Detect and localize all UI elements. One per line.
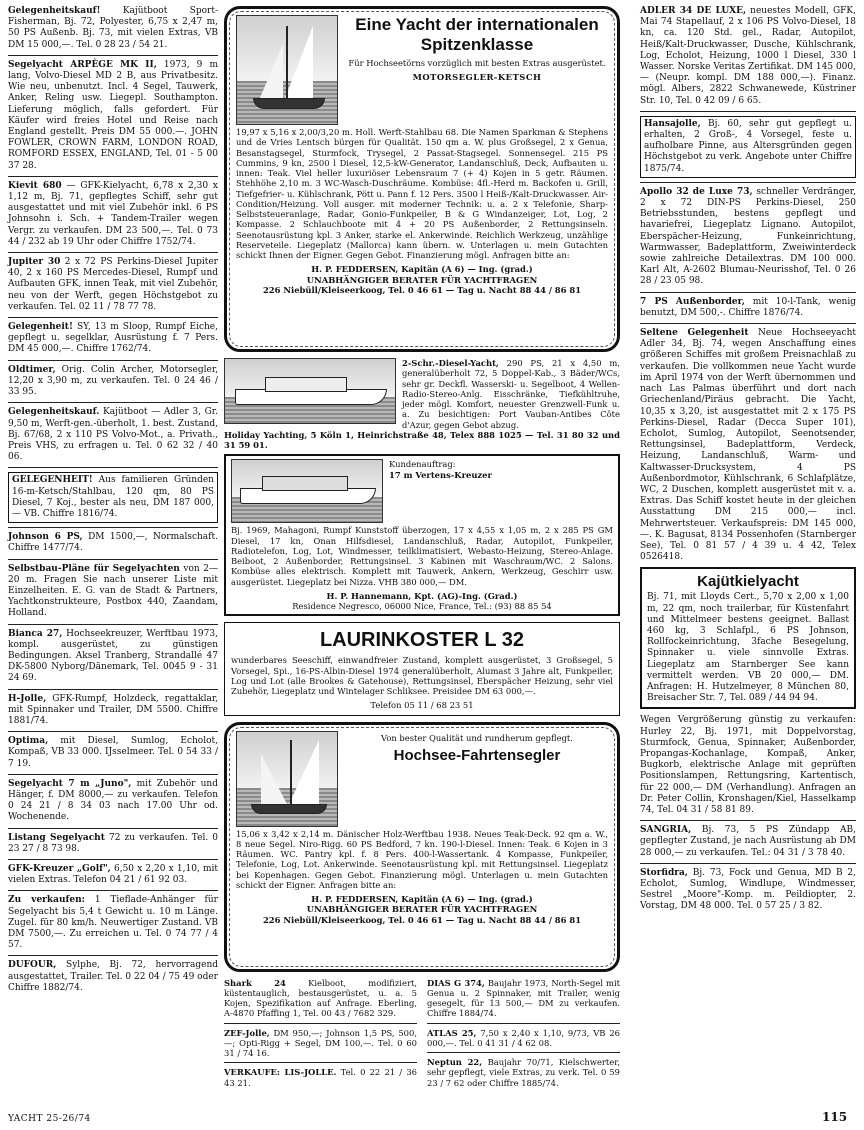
classified-ad-title: Zu verkaufen: — [8, 895, 85, 906]
classified-ad-title: VERKAUFE: LIS-JOLLE. — [224, 1067, 337, 1078]
ad-separator — [640, 292, 856, 293]
right-column-lower — [640, 715, 856, 912]
classified-ad — [640, 825, 856, 859]
ad-separator — [640, 182, 856, 183]
ketsch-subline: Für Hochseetörns vorzüglich mit besten Extras ausgerüstet. — [348, 58, 606, 68]
ad-separator — [640, 111, 856, 112]
ad-separator — [8, 624, 218, 625]
classified-ad-body: Kajütboot — Adler 3, Gr. 9,50 m, Werft-gen.-überholt, 1. best. Zustand, Bj. 67/68, 2 x 110 PS Volvo-Mot., a. Privath., Preis VHS, zu erfragen u. Tel. 0 62 32 / 40 06. — [8, 407, 218, 463]
classified-ad-title: Hansajolle, — [644, 118, 701, 129]
ketsch-headline: Eine Yacht der internationalen Spitzenklasse — [355, 15, 599, 54]
fahrtensegler-headline: Hochsee-Fahrtensegler — [393, 746, 561, 764]
classified-ad-body: mit Diesel, Sumlog, Echolot, Kompaß, VB 33 000. IJsselmeer. Tel. 0 54 33 / 7 19. — [8, 736, 218, 769]
ad-vertens-box — [224, 454, 620, 616]
vertens-photo — [231, 459, 383, 523]
classified-ad — [8, 895, 218, 951]
classified-ad-body: Bj. 73, 5 PS Zündapp AB, gepflegter Zustand, je nach Ausrüstung ab DM 28 000,— zu verkaufen. Tel.: 04 31 / 3 78 40. — [640, 825, 856, 858]
ad-ketsch-box — [224, 6, 620, 352]
classified-ad-body: 2 x 72 PS Perkins-Diesel Jupiter 40, 2 x 160 PS Mercedes-Diesel, Rumpf und Aufbauten GFK, innen Teak, mit viel Zubehör, neu von der Werft, gegen Höchstgebot zu verkaufen. Tel. 02 11 / 78 77 78. — [8, 257, 218, 312]
fahrtensegler-body: 15,06 x 3,42 x 2,14 m. Dänischer Holz-Werftbau 1938. Neues Teak-Deck. 92 qm a. W., 8 neue Segel. Niro-Rigg. 60 PS Bedford, 7 kn. 190-l-Diesel. Innen: Teak. 6 Kojen in 3 Räumen. WC. Pantry kpl. f. 8 Pers. 400-l-Wassertank. 4 Kompasse, Funkpeiler, Telefonie, Log, Lot. Ankerwinde. Seenotausrüstung kpl. mit Rettungsinsel. Liegeplatz bei Kopenhagen. Gegen Gebot. Finanzierung mögl. Unterlagen u. mein Gutachten schickt der Eigner. Anfragen bitte an: — [236, 828, 608, 890]
classified-ad-title: Storfidra, — [640, 867, 688, 878]
ad-separator — [8, 890, 218, 891]
ad-separator — [8, 467, 218, 468]
classified-ad-body: mit 10-l-Tank, wenig benutzt, DM 500,-. Chiffre 1876/74. — [640, 296, 856, 318]
left-column — [8, 6, 218, 998]
classified-ad-body: neuestes Modell, GFK, Mai 74 Stapellauf, 2 x 106 PS Volvo-Diesel, 18 kn, ca. 120 Std. gel., Radar, Autopilot, Heiß/Kalt-Druckwasser, Dusche, Kühlschrank, Log, Echolot, Heizung, 1000 l Diesel, 330 l Wasser. Norske Veritas Zertifikat. DM 145 000,— (Neupr. kompl. DM 188 000,—). Finanz. mögl. Albers, 2822 Schwanewede, Küstriner Str. 10, Tel. 0 42 09 / 6 65. — [640, 6, 856, 106]
classified-ad — [8, 181, 218, 248]
classified-ad-body: 7,50 x 2,40 x 1,10, 9/73, VB 26 000,—. Tel. 0 41 31 / 4 62 08. — [427, 1027, 620, 1048]
classified-ad-body: Sylphe, Bj. 72, hervorragend ausgestattet, Trailer. Tel. 0 22 04 / 75 49 oder Chiffre 1882/74. — [8, 960, 218, 993]
classified-ad — [8, 960, 218, 994]
laurinkoster-body: wunderbares Seeschiff, einwandfreier Zustand, komplett ausgerüstet, 3 Großsegel, 5 Vorsegel, Spi., 16-PS-Albin-Diesel 1974 generalüberholt, Alumast 3 Jahre alt, Funkpeiler, Log und Lot (alle Brookes & Gatehouse), Rettungsinsel, Eberspächer Heizung, sehr viel Zubehör, Liegeplatz und Wintelager Schliksee. Preisidee DM 63 000,—. — [231, 655, 613, 696]
classified-ad-body: Orig. Colin Archer, Motorsegler, 12,20 x 3,90 m, zu verkaufen. Tel. 0 24 46 / 33 95. — [8, 364, 218, 398]
vertens-contact-name: H. P. Hannemann, Kpt. (AG)-Ing. (Grad.) — [326, 590, 518, 601]
classified-ad — [8, 564, 218, 620]
fahrtensegler-contact-role: UNABHÄNGIGER BERATER FÜR YACHTFRAGEN — [306, 904, 538, 915]
classified-ad-title: GFK-Kreuzer „Golf", — [8, 864, 111, 874]
classified-ad — [640, 297, 856, 319]
vertens-title: 17 m Vertens-Kreuzer — [389, 469, 492, 480]
ad-separator — [8, 252, 218, 253]
classified-ad — [224, 978, 417, 1019]
classified-ad-body: Kajütboot Sport-Fisherman, Bj. 72, Polyester, 6,75 x 2,47 m, 50 PS Außenb. Bj. 73, mit vielen Extras, VB DM 15 000,—. Tel. 0 28 23 / 54 21. — [8, 6, 218, 50]
classified-ad — [427, 978, 620, 1019]
classified-ad — [8, 472, 218, 523]
fahrtensegler-photo — [236, 731, 338, 827]
ad-separator — [8, 828, 218, 829]
ad-separator — [8, 955, 218, 956]
classified-ad — [8, 833, 218, 855]
ketsch-photo — [236, 15, 338, 125]
middle-bottom-left — [224, 978, 417, 1092]
classified-ad-body: DM 1500,—, Normalschaft. Chiffre 1477/74. — [8, 532, 218, 554]
footer-magazine: YACHT 25-26/74 — [8, 1114, 91, 1124]
ketsch-model: MOTORSEGLER-KETSCH — [412, 72, 542, 83]
classified-ad-title: Kievit 680 — [8, 180, 62, 191]
classified-ad-body: 6,50 x 2,20 x 1,10, mit vielen Extras. Telefon 04 21 / 61 92 03. — [8, 864, 218, 886]
fahrtensegler-subline: Von bester Qualität und rundherum gepflegt. — [381, 732, 573, 743]
vertens-body: Bj. 1969, Mahagoni, Rumpf Kunststoff überzogen, 17 x 4,55 x 1,05 m, 2 x 285 PS GM Diesel, 17 kn, Onan Hilfsdiesel, Landanschluß, Radar, Autopilot, Funkpeiler, Radiotelefon, Log, Lot, Windmesser, teilklimatisiert, Webasto-Heizung, Stereo-Anlage. Beiboot, 2 Außenborder, Rettungsinsel. 3 Kabinen mit Waschraum/WC. 2 Salons. Kombüse alles elektrisch. Komplett mit Tauwerk, Ankern, Werkzeug, Geschirr usw. ausgerüstet. Liegeplatz bei Nizza. VHB 380 000,— DM. — [231, 525, 613, 587]
classified-ad — [8, 6, 218, 51]
classified-ad — [8, 322, 218, 356]
classified-ad — [8, 365, 218, 399]
vertens-contact-address: Residence Negresco, 06000 Nice, France, Tel.: (93) 88 85 54 — [292, 601, 552, 611]
classified-ad-title: Jupiter 30 — [8, 257, 61, 268]
classified-ad-body: GFK-Rumpf, Holzdeck, regattaklar, mit Spinnaker und Trailer, DM 5500. Chiffre 1881/74. — [8, 693, 218, 726]
classified-ad-title: Gelegenheitskauf! — [8, 6, 101, 16]
classified-ad-body: Kielboot, modifiziert, küstentauglich, bestausgerüstet, u. a. 5 Kojen, Spezifikation auf Anfrage. Eberling, A-4870 Pfaffing 1, Tel. 00 43 / 7682 329. — [224, 977, 417, 1019]
diesel-yacht-photo — [224, 358, 396, 424]
classified-ad-body: schneller Verdränger, 2 x 72 DIN-PS Perkins-Diesel, 250 Betriebsstunden, bestens gepflegt und havariefrei, Liegeplatz Lignano. Autopilot, Eberspächer-Heizung, Funkeinrichtung, Warmwasser, Badeplattform, Zweiwinterdeck sowie zahlreiche Detailextras. DM 100 000. Karl Alt, A-2602 Blumau-Neurisshof, Tel. 0 26 28 / 23 05 98. — [640, 186, 856, 287]
classified-ad — [427, 1028, 620, 1049]
classified-ad-title: ATLAS 25, — [427, 1027, 477, 1038]
middle-bottom-right — [427, 978, 620, 1092]
footer-page-number: 115 — [822, 1110, 848, 1124]
classified-ad-body: DM 950,—; Johnson 1,5 PS, 500,—; Opti-Rigg + Segel, DM 100,—. Tel. 0 60 31 / 74 16. — [224, 1027, 417, 1058]
classified-ad — [224, 1028, 417, 1059]
ad-separator — [640, 323, 856, 324]
classified-ad-title: SANGRIA, — [640, 825, 692, 836]
classified-ad-title: Optima, — [8, 736, 49, 747]
classified-ad-body: Bj. 73, Fock und Genua, MD B 2, Echolot, Sumlog, Windlupe, Windmesser, Sestrel „Moore"-Komp. m. Peildiopter, 2. Vorstag, DM 48 000. Tel. 0 57 25 / 3 82. — [640, 867, 856, 912]
ad-separator — [640, 820, 856, 821]
ad-separator — [8, 559, 218, 560]
diesel-yacht-contact: Holiday Yachting, 5 Köln 1, Heinrichstraße 48, Telex 888 1025 — Tel. 31 80 32 und 31 59 01. — [224, 429, 620, 450]
ketsch-body: 19,97 x 5,16 x 2,00/3,20 m. Holl. Werft-Stahlbau 68. Die Namen Sparkman & Stephens und de Vries Lentsch bürgen für Qualität. 150 qm a. W. plus Großsegel, 2 x Genua, Besanstagsegel, Sturmfock, Trysegel, 2 Passat-Stagsegel. Sonnensegel. 215 PS Cummins, 9 kn, 2500 l Diesel, 12,5-kW-Generator, Landanschluß, Deck, Aufbauten u. innen: Teak. Viel heller luxuriöser Lebensraum 7 (+ 4) Kojen in 5 getr. Räumen. Stehhöhe 2,10 m. 3 WC-Wasch-Duschräume. Kombüse: 4fl.-Herd m. Backofen u. Grill, Tiefgefrier- u. Kühlschrank, Pött u. Pann f. 12 Pers. 3500 l Heiß-/Kalt-Druckwasser. Air-Condition/Heizung. Voll ausger. mit moderner Technik: u. a. 2 x Telefonie, Sharp-Selbststeueranlage, Radar, Gonio-Funkpeiler, B & G Windanzeiger, Lot, Log, 2 Kompasse. 2 Schlauchboote mit 4 + 20 PS Außenborder, 2 Rettungsinseln. Seenotausrüstung kpl. 3 Anker, starke el. Ankerwinde. Reichlich Werkzeug, unzählige Reserveteile. Liegeplatz (Mallorca) kann übern. w. Unterlagen u. mein Gutachten schickt Ihnen der Eigner. Gegen Gebot. Finanzierung mögl. Anfragen bitte an: — [236, 127, 608, 260]
kajuetkielyacht-body: Bj. 71, mit Lloyds Cert., 5,70 x 2,00 x 1,00 m, 22 qm, noch trailerbar, für Küstenfahrt und Mittelmeer bestens geeignet. Ballast 460 kg, 3 Schlafpl., 6 PS Johnson, Rollfockeinrichtung, 3fache Besegelung, Spinnaker u. viele sinnvolle Extras. Liegeplatz am Starnberger See kann vermittelt werden. VB 20 000,— DM. Anfragen: H. Hutzelmeyer, 8 München 80, Breisacher Str. 7, Tel. 089 / 44 94 94. — [647, 592, 849, 704]
classified-ad — [640, 6, 856, 107]
ketsch-contact-name: H. P. FEDDERSEN, Kapitän (A 6) — Ing. (grad.) — [311, 264, 533, 275]
fahrtensegler-contact-name: H. P. FEDDERSEN, Kapitän (A 6) — Ing. (grad.) — [311, 894, 533, 904]
classified-ad — [427, 1057, 620, 1088]
classified-ad-title: ZEF-Jolle, — [224, 1027, 270, 1038]
classified-ad-title: Listang Segelyacht — [8, 832, 105, 843]
classified-ad-title: Bianca 27, — [8, 628, 63, 639]
right-column-upper — [640, 6, 856, 563]
classified-ad-body: Wegen Vergrößerung günstig zu verkaufen: Hurley 22, Bj. 1971, mit Doppelvorstag, Sturmfock, Genua, Spinnaker, Außenborder, Propangas-Kochanlage, Kompaß, Anker, Bugkorb, elektrische Anlage mit geprüften Positionslampen, Rettungsring, Kartentisch, für 22 000,— DM (Verhandlung). Anfragen an Dr. Peter Collin, Kronshagen/Kiel, Hasselkamp 74, Tel. 04 31 / 58 81 89. — [640, 715, 856, 815]
classified-ad — [640, 868, 856, 913]
classified-ad-body: von 2—20 m. Fragen Sie nach unserer Liste mit Einzelheiten. E. G. van de Stadt & Partners, Yachtkonstrukteure, Postbox 440, Zaandam, Holland. — [8, 563, 218, 619]
classified-ad — [8, 257, 218, 313]
ad-separator — [8, 360, 218, 361]
classified-ad — [640, 328, 856, 563]
ad-fahrtensegler-box — [224, 722, 620, 972]
classified-ad — [8, 629, 218, 685]
classified-ad-title: Shark 24 — [224, 977, 286, 988]
classified-ad-title: ADLER 34 DE LUXE, — [640, 6, 747, 16]
classified-ad-body: 1 Tieflade-Anhänger für Segelyacht bis 5,4 t Gewicht u. 10 m Länge. Zugel. für 80 km/h. Neuwertiger Zustand. VB DM 7500,—. Zu erreichen u. Tel. 0 74 77 / 4 57. — [8, 895, 218, 951]
classified-ad — [8, 532, 218, 554]
diesel-yacht-title: 2-Schr.-Diesel-Yacht, — [402, 358, 499, 368]
classified-ad-title: Oldtimer, — [8, 364, 56, 375]
classified-ad-body: Hochseekreuzer, Werftbau 1973, kompl. ausgerüstet, zu günstigen Bedingungen. Aksel Tranberg, Strandallé 47 DK-5800 Nyborg/Dänemark, Tel. 0045 9 - 31 24 69. — [8, 628, 218, 684]
ketsch-contact-role: UNABHÄNGIGER BERATER FÜR YACHTFRAGEN — [306, 274, 538, 285]
classified-ad-title: H-Jolle, — [8, 693, 47, 704]
classified-ad-title: DIAS G 374, — [427, 977, 485, 988]
ad-separator — [8, 859, 218, 860]
ad-separator — [8, 55, 218, 56]
classified-ad — [8, 864, 218, 886]
classified-ad — [640, 116, 856, 178]
classified-ad — [640, 187, 856, 288]
classified-ad-body: Aus familieren Gründen 16-m-Ketsch/Stahlbau, 120 qm, 80 PS Diesel, 7 Koj., bester als neu, DM 187 000,— VB. Chiffre 1816/74. — [12, 475, 214, 519]
classified-ad — [8, 60, 218, 172]
ad-separator — [224, 1023, 417, 1024]
classified-ad-body: 72 zu verkaufen. Tel. 0 23 27 / 8 73 98. — [8, 832, 218, 854]
classified-ad-title: Segelyacht ARPÈGE MK II, — [8, 59, 157, 70]
classified-ad — [8, 736, 218, 770]
middle-column — [224, 6, 620, 1092]
classified-ad — [8, 407, 218, 463]
ad-separator — [8, 527, 218, 528]
middle-bottom-ads — [224, 978, 620, 1092]
fahrtensegler-contact-address: 226 Niebüll/Kleiseerkoog, Tel. 0 46 61 — Tag u. Nacht 88 44 / 86 81 — [262, 914, 582, 925]
ad-laurinkoster-box — [224, 622, 620, 715]
classified-ad-body: — GFK-Kielyacht, 6,78 x 2,30 x 1,12 m, Bj. 71, gepflegtes Schiff, sehr gut ausgestattet und mit viel Zubehör inkl. 6 PS Johnsohn i. Sch. + Tandem-Trailer wegen Vergr. zu verkaufen. DM 23 500,—. Tel. 0 73 44 / 232 ab 19 Uhr oder Chiffre 1752/74. — [8, 180, 218, 247]
classified-ad-title: Gelegenheit! — [8, 322, 73, 333]
classified-ad-body: SY, 13 m Sloop, Rumpf Eiche, gepflegt u. segelklar, Ausrüstung f. 7 Pers. DM 45 000,—. Chiffre 1762/74. — [8, 322, 218, 355]
ad-separator — [8, 689, 218, 690]
classified-ad-title: 7 PS Außenborder, — [640, 296, 745, 307]
classified-ad-title: DUFOUR, — [8, 960, 57, 971]
ad-separator — [224, 1062, 417, 1063]
laurinkoster-headline: LAURINKOSTER L 32 — [319, 629, 525, 652]
classified-ad-title: Selbstbau-Pläne für Segelyachten — [8, 563, 180, 574]
ad-separator — [640, 863, 856, 864]
ad-separator — [427, 1052, 620, 1053]
ad-separator — [8, 774, 218, 775]
ad-separator — [8, 402, 218, 403]
classified-ad-body: Baujahr 70/71, Kielschwerter, sehr gepflegt, viele Extras, zu verk. Tel. 0 59 23 / 7 62 oder Chiffre 1885/74. — [427, 1057, 620, 1088]
ad-diesel-yacht — [224, 358, 620, 430]
classified-ad — [8, 779, 218, 824]
right-column — [640, 6, 856, 917]
laurinkoster-contact: Telefon 05 11 / 68 23 51 — [370, 700, 474, 711]
classified-ad-body: Neue Hochseeyacht Adler 34, Bj. 74, wegen Anschaffung eines größeren Schiffes mit großem Preisnachlaß zu verkaufen. Die vollkommen neue Yacht wurde im April 1974 von der Werft übernommen und nach Las Palmas überführt und dort nach Griechenland/Piräus gebracht. Die Yacht, 10,35 x 3,20, ist ausgestattet mit 2 x 175 PS Perkins-Diesel, Radar (Decca Super 101), Echolot, Sumlog, Autopilot, Seenotsender, Rettungsinsel, Badeplattform, Verdeck, Heizung, Landanschluß, Warm- und Kaltwasser-Drucksystem, 4 PS Außenbordmotor, Kühlschrank, 6 Schlafplätze, WC, 2 Duschen, komplett ausgerüstet mit v. a. Extras. Das Schiff kostet heute in der gleichen Ausstattung DM 215 000,— incl. Mehrwertsteuer. Verkaufspreis: DM 145 000,—. K. Bagusat, 8134 Possenhofen (Starnberger See), Tel. 0 81 57 / 4 39 u. 4 42, Telex 0526418. — [640, 328, 856, 563]
ad-separator — [427, 1023, 620, 1024]
classified-ad-body: Bj. 60, sehr gut gepflegt u. erhalten, 2 Groß-, 4 Vorsegel, feste u. aufholbare Pinne, aus Altersgründen gegen Höchstgebot zu verk. Angebote unter Chiffre 1875/74. — [644, 118, 852, 174]
classified-ad-title: Seltene Gelegenheit — [640, 328, 749, 339]
classified-ad-title: Neptun 22, — [427, 1057, 483, 1067]
classified-ad-body: Baujahr 1973, North-Segel mit Genua u. 2 Spinnaker, mit Trailer, wenig gesegelt, für 13 500,— DM zu verkaufen. Chiffre 1884/74. — [427, 977, 620, 1019]
kajuetkielyacht-headline: Kajütkielyacht — [697, 573, 799, 591]
classified-ad — [224, 1067, 417, 1088]
classified-ad — [8, 694, 218, 728]
ad-separator — [8, 176, 218, 177]
ad-separator — [8, 317, 218, 318]
classified-ad-title: Gelegenheitskauf. — [8, 407, 100, 418]
ad-kajuetkielyacht-box — [640, 567, 856, 709]
classified-ad — [640, 715, 856, 816]
classified-ad-title: Segelyacht 7 m „Juno", — [8, 778, 132, 789]
classified-ad-body: mit Zubehör und Hänger, f. DM 8000,— zu verkaufen. Telefon 0 24 21 / 8 34 03 nach 17.00 Uhr od. Wochenende. — [8, 778, 218, 823]
diesel-yacht-body: 290 PS, 21 x 4,50 m, generalüberholt 72, 5 Doppel-Kab., 3 Bäder/WCs, sehr gr. Deckfl. Wasserski- u. Segelboot, 4 Wellen-Radio-Stereo-Anlg. Eisschränke, Tiefkühltruhe, jeder mögl. Komfort, neuester Grenzwell-Funk u. a. Zu besichtigen: Port Vauban-Antibes Côte d'Azur, gegen Gebot abzug. — [402, 358, 620, 430]
classified-ad-body: 1973, 9 m lang, Volvo-Diesel MD 2 B, aus Privatbesitz. Wie neu, unbenutzt. Incl. 4 Segel, Tauwerk, Anker, Reling usw. Liegepl. Southampton. Lieferung möglich, falls gefordert. Für Käufer wird freies Hotel und Reise nach England gestellt. Preis DM 55 000.—. JOHN FOWLER, CROWN FARM, LONDON ROAD, ROMFORD ESSEX, ENGLAND, Tel. 01 - 5 00 37 28. — [8, 59, 218, 171]
vertens-intro: Kundenauftrag: — [389, 459, 456, 470]
classified-ad-title: GELEGENHEIT! — [12, 475, 93, 486]
ad-separator — [8, 731, 218, 732]
ketsch-contact-address: 226 Niebüll/Kleiseerkoog, Tel. 0 46 61 — Tag u. Nacht 88 44 / 86 81 — [262, 284, 582, 295]
classified-ad-body: Tel. 0 22 21 / 36 43 21. — [224, 1067, 417, 1088]
classified-ad-title: Apollo 32 de Luxe 73, — [640, 186, 753, 197]
classified-ad-title: Johnson 6 PS, — [8, 532, 83, 543]
